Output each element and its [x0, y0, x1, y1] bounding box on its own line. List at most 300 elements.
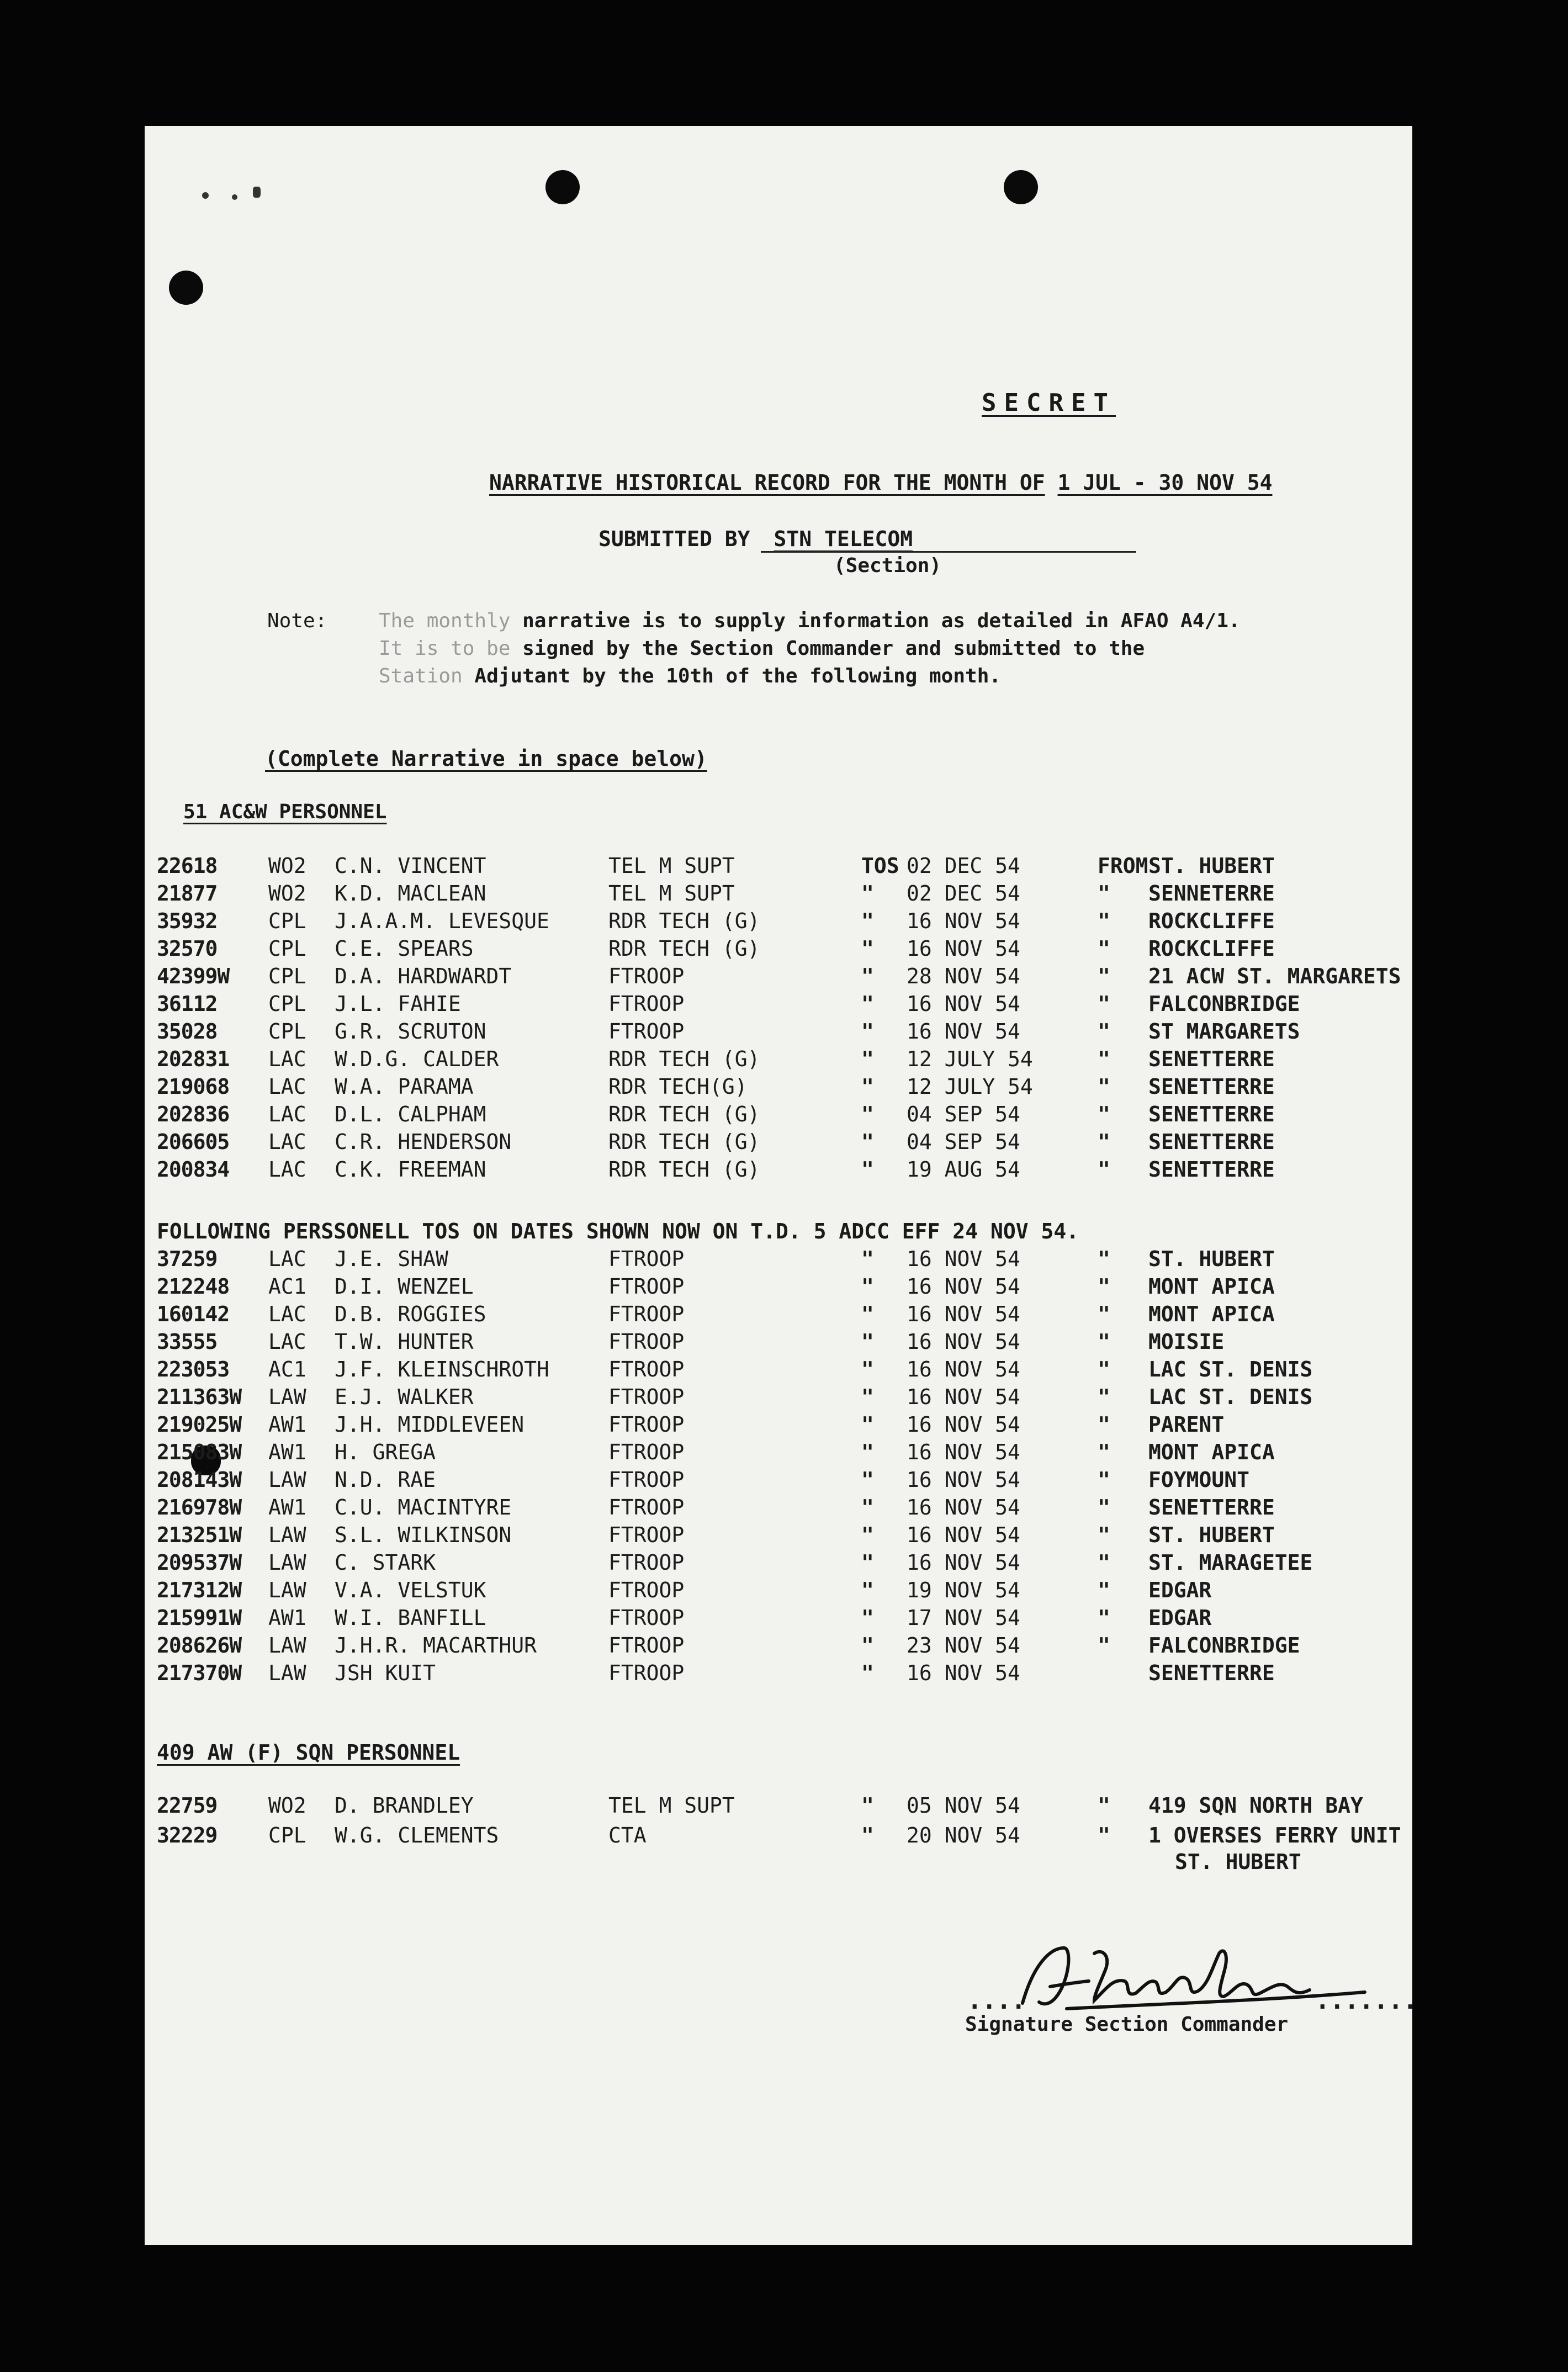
service-number: 200834 [157, 1157, 230, 1182]
punch-hole-top-left [169, 271, 203, 305]
service-number: 215083W [157, 1440, 242, 1464]
service-number: 22759 [157, 1793, 218, 1818]
rank: LAC [268, 1047, 306, 1071]
previous-unit: ROCKCLIFFE [1148, 936, 1275, 961]
from-mark: " [1098, 1550, 1110, 1575]
rank: CPL [268, 909, 306, 933]
trade: FTROOP [608, 1440, 685, 1464]
previous-unit: MONT APICA [1148, 1274, 1275, 1299]
rank: LAC [268, 1330, 306, 1354]
trade: FTROOP [608, 1412, 685, 1437]
trade: FTROOP [608, 1330, 685, 1354]
trade: FTROOP [608, 1019, 685, 1044]
person-name: J.H. MIDDLEVEEN [335, 1412, 525, 1437]
previous-unit: ST. HUBERT [1148, 1247, 1275, 1271]
tos-date: 04 SEP 54 [907, 1130, 1020, 1154]
tos-mark: " [861, 992, 874, 1016]
trade: RDR TECH (G) [608, 1130, 760, 1154]
previous-unit: 21 ACW ST. MARGARETS [1148, 964, 1401, 988]
personnel-row [145, 1074, 1412, 1102]
service-number: 217312W [157, 1578, 242, 1602]
person-name: S.L. WILKINSON [335, 1523, 512, 1547]
rank: LAC [268, 1247, 306, 1271]
previous-unit: MONT APICA [1148, 1302, 1275, 1326]
tos-mark: " [861, 1661, 874, 1685]
tos-mark: " [861, 1247, 874, 1271]
from-mark: " [1098, 992, 1110, 1016]
personnel-row [145, 1247, 1412, 1274]
service-number: 35028 [157, 1019, 218, 1044]
service-number: 223053 [157, 1357, 230, 1381]
tos-mark: " [861, 964, 874, 988]
trade: FTROOP [608, 1302, 685, 1326]
tos-date: 05 NOV 54 [907, 1793, 1020, 1818]
signature-dots-right: ....... [1315, 1987, 1418, 2015]
rank: WO2 [268, 881, 306, 906]
service-number: 211363W [157, 1385, 242, 1409]
from-mark: " [1098, 881, 1110, 906]
tos-date: 16 NOV 54 [907, 1550, 1020, 1575]
previous-unit: SENETTERRE [1148, 1130, 1275, 1154]
trade: RDR TECH (G) [608, 1047, 760, 1071]
section-heading-following-personnel: FOLLOWING PERSSONELL TOS ON DATES SHOWN NOW ON T.D. 5 ADCC EFF 24 NOV 54. [157, 1219, 1079, 1243]
personnel-row [145, 1495, 1412, 1523]
person-name: T.W. HUNTER [335, 1330, 474, 1354]
tos-mark: " [861, 1330, 874, 1354]
previous-unit: PARENT [1148, 1412, 1225, 1437]
section-heading-409-sqn: 409 AW (F) SQN PERSONNEL [157, 1740, 460, 1765]
previous-unit: EDGAR [1148, 1606, 1212, 1630]
tos-date: 16 NOV 54 [907, 1495, 1020, 1519]
from-mark: " [1098, 1357, 1110, 1381]
service-number: 37259 [157, 1247, 218, 1271]
person-name: C.K. FREEMAN [335, 1157, 486, 1182]
section-heading-51-acw: 51 AC&W PERSONNEL [183, 801, 387, 823]
trade: FTROOP [608, 1385, 685, 1409]
tos-mark: " [861, 1019, 874, 1044]
tos-date: 16 NOV 54 [907, 1274, 1020, 1299]
from-mark: " [1098, 1793, 1110, 1818]
person-name: D. BRANDLEY [335, 1793, 474, 1818]
rank: LAW [268, 1661, 306, 1685]
rank: LAW [268, 1523, 306, 1547]
trade: RDR TECH (G) [608, 1102, 760, 1126]
service-number: 22618 [157, 854, 218, 878]
trade: TEL M SUPT [608, 854, 735, 878]
rank: LAW [268, 1468, 306, 1492]
rank: WO2 [268, 1793, 306, 1818]
submitted-by-label: SUBMITTED BY [598, 527, 750, 551]
previous-unit: SENETTERRE [1148, 1157, 1275, 1182]
note-line-1-text: narrative is to supply information as detailed in AFAO A4/1. [522, 610, 1241, 632]
tos-date: 16 NOV 54 [907, 1385, 1020, 1409]
classification-marking: SECRET [982, 389, 1116, 417]
submitted-by-line [761, 551, 1136, 553]
personnel-row [145, 1330, 1412, 1357]
personnel-row [145, 1523, 1412, 1550]
rank: LAC [268, 1102, 306, 1126]
rank: CPL [268, 1019, 306, 1044]
tos-date: 16 NOV 54 [907, 1468, 1020, 1492]
service-number: 216978W [157, 1495, 242, 1519]
tos-mark: " [861, 1440, 874, 1464]
smudge-mark [253, 187, 261, 198]
personnel-row [145, 1661, 1412, 1688]
person-name: V.A. VELSTUK [335, 1578, 486, 1602]
trade: FTROOP [608, 1550, 685, 1575]
previous-unit: EDGAR [1148, 1578, 1212, 1602]
personnel-row [145, 936, 1412, 964]
person-name: C.R. HENDERSON [335, 1130, 512, 1154]
service-number: 35932 [157, 909, 218, 933]
service-number: 219025W [157, 1412, 242, 1437]
from-mark: " [1098, 1330, 1110, 1354]
note-line-2 [379, 637, 1145, 660]
personnel-row [145, 1633, 1412, 1661]
rank: CPL [268, 964, 306, 988]
tos-mark: " [861, 1157, 874, 1182]
tos-mark: " [861, 1550, 874, 1575]
trade: RDR TECH (G) [608, 909, 760, 933]
rank: LAW [268, 1550, 306, 1575]
personnel-row [145, 1130, 1412, 1157]
tos-mark: " [861, 1130, 874, 1154]
record-title-month: 1 JUL - 30 NOV 54 [1057, 470, 1273, 495]
tos-mark: " [861, 1047, 874, 1071]
tos-date: 16 NOV 54 [907, 992, 1020, 1016]
previous-unit: 1 OVERSES FERRY UNIT [1148, 1823, 1401, 1847]
person-name: W.I. BANFILL [335, 1606, 486, 1630]
from-mark: " [1098, 1412, 1110, 1437]
from-mark: FROM [1098, 854, 1148, 878]
tos-date: 16 NOV 54 [907, 1412, 1020, 1437]
personnel-row [145, 881, 1412, 909]
tos-mark: " [861, 1523, 874, 1547]
trade: RDR TECH(G) [608, 1074, 748, 1099]
previous-unit: FALCONBRIDGE [1148, 1633, 1300, 1658]
tos-date: 16 NOV 54 [907, 1440, 1020, 1464]
note-line-3-text: Adjutant by the 10th of the following month. [474, 665, 1002, 687]
trade: FTROOP [608, 1523, 685, 1547]
from-mark: " [1098, 1274, 1110, 1299]
complete-narrative-instruction: (Complete Narrative in space below) [265, 746, 707, 771]
tos-mark: " [861, 1102, 874, 1126]
previous-unit: LAC ST. DENIS [1148, 1357, 1313, 1381]
previous-unit: ST MARGARETS [1148, 1019, 1300, 1044]
rank: LAC [268, 1302, 306, 1326]
previous-unit: MONT APICA [1148, 1440, 1275, 1464]
trade: FTROOP [608, 1357, 685, 1381]
tos-date: 20 NOV 54 [907, 1823, 1020, 1847]
from-mark: " [1098, 1523, 1110, 1547]
service-number: 209537W [157, 1550, 242, 1575]
from-mark: " [1098, 1495, 1110, 1519]
service-number: 42399W [157, 964, 230, 988]
trade: FTROOP [608, 1468, 685, 1492]
person-name: C. STARK [335, 1550, 436, 1575]
rank: LAC [268, 1074, 306, 1099]
tos-date: 16 NOV 54 [907, 1247, 1020, 1271]
previous-unit: FALCONBRIDGE [1148, 992, 1300, 1016]
from-mark: " [1098, 1440, 1110, 1464]
previous-unit: ST. HUBERT [1148, 854, 1275, 878]
smudge-mark [232, 194, 237, 200]
record-title-prefix: NARRATIVE HISTORICAL RECORD FOR THE MONTH OF [489, 470, 1045, 495]
trade: RDR TECH (G) [608, 1157, 760, 1182]
previous-unit: ST. MARAGETEE [1148, 1550, 1313, 1575]
record-title [489, 470, 1272, 495]
punch-hole-top-right [1004, 170, 1038, 204]
previous-unit: 419 SQN NORTH BAY [1148, 1793, 1363, 1818]
previous-unit: SENNETERRE [1148, 881, 1275, 906]
trade: TEL M SUPT [608, 1793, 735, 1818]
signature-dots-left: .... [967, 1987, 1026, 2015]
personnel-row [145, 854, 1412, 881]
tos-date: 16 NOV 54 [907, 1523, 1020, 1547]
personnel-row [145, 1274, 1412, 1302]
from-mark: " [1098, 1247, 1110, 1271]
personnel-row [145, 1606, 1412, 1633]
from-mark: " [1098, 1047, 1110, 1071]
trade: FTROOP [608, 1606, 685, 1630]
rank: LAW [268, 1385, 306, 1409]
rank: CPL [268, 992, 306, 1016]
previous-unit: SENETTERRE [1148, 1495, 1275, 1519]
previous-unit: FOYMOUNT [1148, 1468, 1250, 1492]
tos-date: 16 NOV 54 [907, 909, 1020, 933]
note-line-1 [379, 610, 1241, 632]
tos-mark: " [861, 1274, 874, 1299]
person-name: J.F. KLEINSCHROTH [335, 1357, 549, 1381]
submitted-by [598, 527, 913, 551]
from-mark: " [1098, 1157, 1110, 1182]
from-mark: " [1098, 1468, 1110, 1492]
from-mark: " [1098, 1102, 1110, 1126]
rank: LAC [268, 1130, 306, 1154]
service-number: 213251W [157, 1523, 242, 1547]
tos-date: 16 NOV 54 [907, 1661, 1020, 1685]
from-mark: " [1098, 1578, 1110, 1602]
personnel-row [145, 964, 1412, 992]
trade: FTROOP [608, 1578, 685, 1602]
personnel-row [145, 1385, 1412, 1412]
tos-date: 17 NOV 54 [907, 1606, 1020, 1630]
previous-unit: SENETTERRE [1148, 1661, 1275, 1685]
tos-mark: " [861, 1823, 874, 1847]
tos-date: 12 JULY 54 [907, 1047, 1033, 1071]
service-number: 212248 [157, 1274, 230, 1299]
person-name: K.D. MACLEAN [335, 881, 486, 906]
note-line-3 [379, 665, 1001, 687]
person-name: D.L. CALPHAM [335, 1102, 486, 1126]
service-number: 32229 [157, 1823, 218, 1847]
note-line-3-faint: Station [379, 665, 463, 687]
rank: LAC [268, 1157, 306, 1182]
signature-section-commander-label: Signature Section Commander [965, 2013, 1289, 2036]
personnel-row [145, 1102, 1412, 1130]
person-name: C.E. SPEARS [335, 936, 474, 961]
tos-mark: " [861, 1412, 874, 1437]
from-mark: " [1098, 1130, 1110, 1154]
from-mark: " [1098, 964, 1110, 988]
note-line-2-text: signed by the Section Commander and submitted to the [522, 637, 1145, 660]
tos-mark: " [861, 936, 874, 961]
trade: FTROOP [608, 1495, 685, 1519]
submitted-by-value: STN TELECOM [774, 527, 913, 551]
rank: AC1 [268, 1274, 306, 1299]
trade: FTROOP [608, 1247, 685, 1271]
tos-mark: " [861, 1302, 874, 1326]
person-name: W.A. PARAMA [335, 1074, 474, 1099]
service-number: 208626W [157, 1633, 242, 1658]
tos-date: 28 NOV 54 [907, 964, 1020, 988]
tos-mark: TOS [861, 854, 899, 878]
tos-date: 23 NOV 54 [907, 1633, 1020, 1658]
rank: LAW [268, 1633, 306, 1658]
trade: FTROOP [608, 964, 685, 988]
note-line-1-faint: The monthly [379, 610, 511, 632]
trade: CTA [608, 1823, 647, 1847]
tos-mark: " [861, 1074, 874, 1099]
rank: WO2 [268, 854, 306, 878]
trade: FTROOP [608, 1633, 685, 1658]
person-name: C.N. VINCENT [335, 854, 486, 878]
tos-date: 16 NOV 54 [907, 1330, 1020, 1354]
personnel-row [145, 1578, 1412, 1606]
service-number: 217370W [157, 1661, 242, 1685]
tos-date: 19 NOV 54 [907, 1578, 1020, 1602]
rank: CPL [268, 936, 306, 961]
previous-unit: LAC ST. DENIS [1148, 1385, 1313, 1409]
from-mark: " [1098, 1606, 1110, 1630]
tos-mark: " [861, 881, 874, 906]
previous-unit: SENETTERRE [1148, 1102, 1275, 1126]
rank: LAW [268, 1578, 306, 1602]
service-number: 160142 [157, 1302, 230, 1326]
tos-date: 19 AUG 54 [907, 1157, 1020, 1182]
note-label: Note: [267, 610, 327, 632]
tos-date: 16 NOV 54 [907, 1019, 1020, 1044]
service-number: 36112 [157, 992, 218, 1016]
personnel-row [145, 1468, 1412, 1495]
person-name: J.A.A.M. LEVESQUE [335, 909, 549, 933]
note-line-2-faint: It is to be [379, 637, 511, 660]
service-number: 32570 [157, 936, 218, 961]
person-name: W.G. CLEMENTS [335, 1823, 499, 1847]
service-number: 202831 [157, 1047, 230, 1071]
from-mark: " [1098, 1823, 1110, 1847]
section-label: (Section) [834, 554, 942, 577]
tos-date: 16 NOV 54 [907, 1302, 1020, 1326]
person-name: J.H.R. MACARTHUR [335, 1633, 537, 1658]
from-mark: " [1098, 909, 1110, 933]
from-mark: " [1098, 1633, 1110, 1658]
rank: AW1 [268, 1440, 306, 1464]
person-name: JSH KUIT [335, 1661, 436, 1685]
previous-unit: ROCKCLIFFE [1148, 909, 1275, 933]
person-name: J.E. SHAW [335, 1247, 448, 1271]
tos-mark: " [861, 1385, 874, 1409]
service-number: 21877 [157, 881, 218, 906]
rank: CPL [268, 1823, 306, 1847]
tos-date: 16 NOV 54 [907, 936, 1020, 961]
personnel-row [145, 1157, 1412, 1185]
person-name: N.D. RAE [335, 1468, 436, 1492]
previous-unit: SENETTERRE [1148, 1047, 1275, 1071]
from-mark: " [1098, 1385, 1110, 1409]
personnel-row [145, 1047, 1412, 1074]
previous-unit: MOISIE [1148, 1330, 1225, 1354]
document-page [145, 126, 1418, 2245]
tos-mark: " [861, 1793, 874, 1818]
person-name: C.U. MACINTYRE [335, 1495, 512, 1519]
personnel-row [145, 1823, 1412, 1851]
personnel-row [145, 1440, 1412, 1468]
tos-date: 12 JULY 54 [907, 1074, 1033, 1099]
rank: AW1 [268, 1606, 306, 1630]
personnel-row [145, 1019, 1412, 1047]
service-number: 215991W [157, 1606, 242, 1630]
tos-mark: " [861, 1495, 874, 1519]
service-number: 202836 [157, 1102, 230, 1126]
person-name: J.L. FAHIE [335, 992, 461, 1016]
trade: TEL M SUPT [608, 881, 735, 906]
person-name: W.D.G. CALDER [335, 1047, 499, 1071]
service-number: 208143W [157, 1468, 242, 1492]
tos-mark: " [861, 1606, 874, 1630]
unit-continuation: ST. HUBERT [1175, 1850, 1301, 1874]
trade: FTROOP [608, 1661, 685, 1685]
tos-mark: " [861, 1357, 874, 1381]
trade: FTROOP [608, 1274, 685, 1299]
rank: AW1 [268, 1495, 306, 1519]
personnel-row [145, 1550, 1412, 1578]
rank: AC1 [268, 1357, 306, 1381]
person-name: D.A. HARDWARDT [335, 964, 512, 988]
from-mark: " [1098, 1074, 1110, 1099]
personnel-row [145, 1412, 1412, 1440]
tos-date: 02 DEC 54 [907, 854, 1020, 878]
personnel-row [145, 992, 1412, 1019]
from-mark: " [1098, 936, 1110, 961]
personnel-row [145, 1357, 1412, 1385]
tos-mark: " [861, 1633, 874, 1658]
person-name: D.B. ROGGIES [335, 1302, 486, 1326]
person-name: E.J. WALKER [335, 1385, 474, 1409]
trade: FTROOP [608, 992, 685, 1016]
tos-date: 16 NOV 54 [907, 1357, 1020, 1381]
service-number: 219068 [157, 1074, 230, 1099]
previous-unit: SENETTERRE [1148, 1074, 1275, 1099]
tos-mark: " [861, 1578, 874, 1602]
personnel-row [145, 1793, 1412, 1821]
person-name: D.I. WENZEL [335, 1274, 474, 1299]
person-name: H. GREGA [335, 1440, 436, 1464]
personnel-row [145, 909, 1412, 936]
personnel-row [145, 1302, 1412, 1330]
rank: AW1 [268, 1412, 306, 1437]
person-name: G.R. SCRUTON [335, 1019, 486, 1044]
service-number: 206605 [157, 1130, 230, 1154]
punch-hole-top-center [545, 170, 580, 204]
tos-date: 04 SEP 54 [907, 1102, 1020, 1126]
smudge-mark [202, 192, 209, 199]
tos-date: 02 DEC 54 [907, 881, 1020, 906]
from-mark: " [1098, 1302, 1110, 1326]
trade: RDR TECH (G) [608, 936, 760, 961]
tos-mark: " [861, 1468, 874, 1492]
previous-unit: ST. HUBERT [1148, 1523, 1275, 1547]
